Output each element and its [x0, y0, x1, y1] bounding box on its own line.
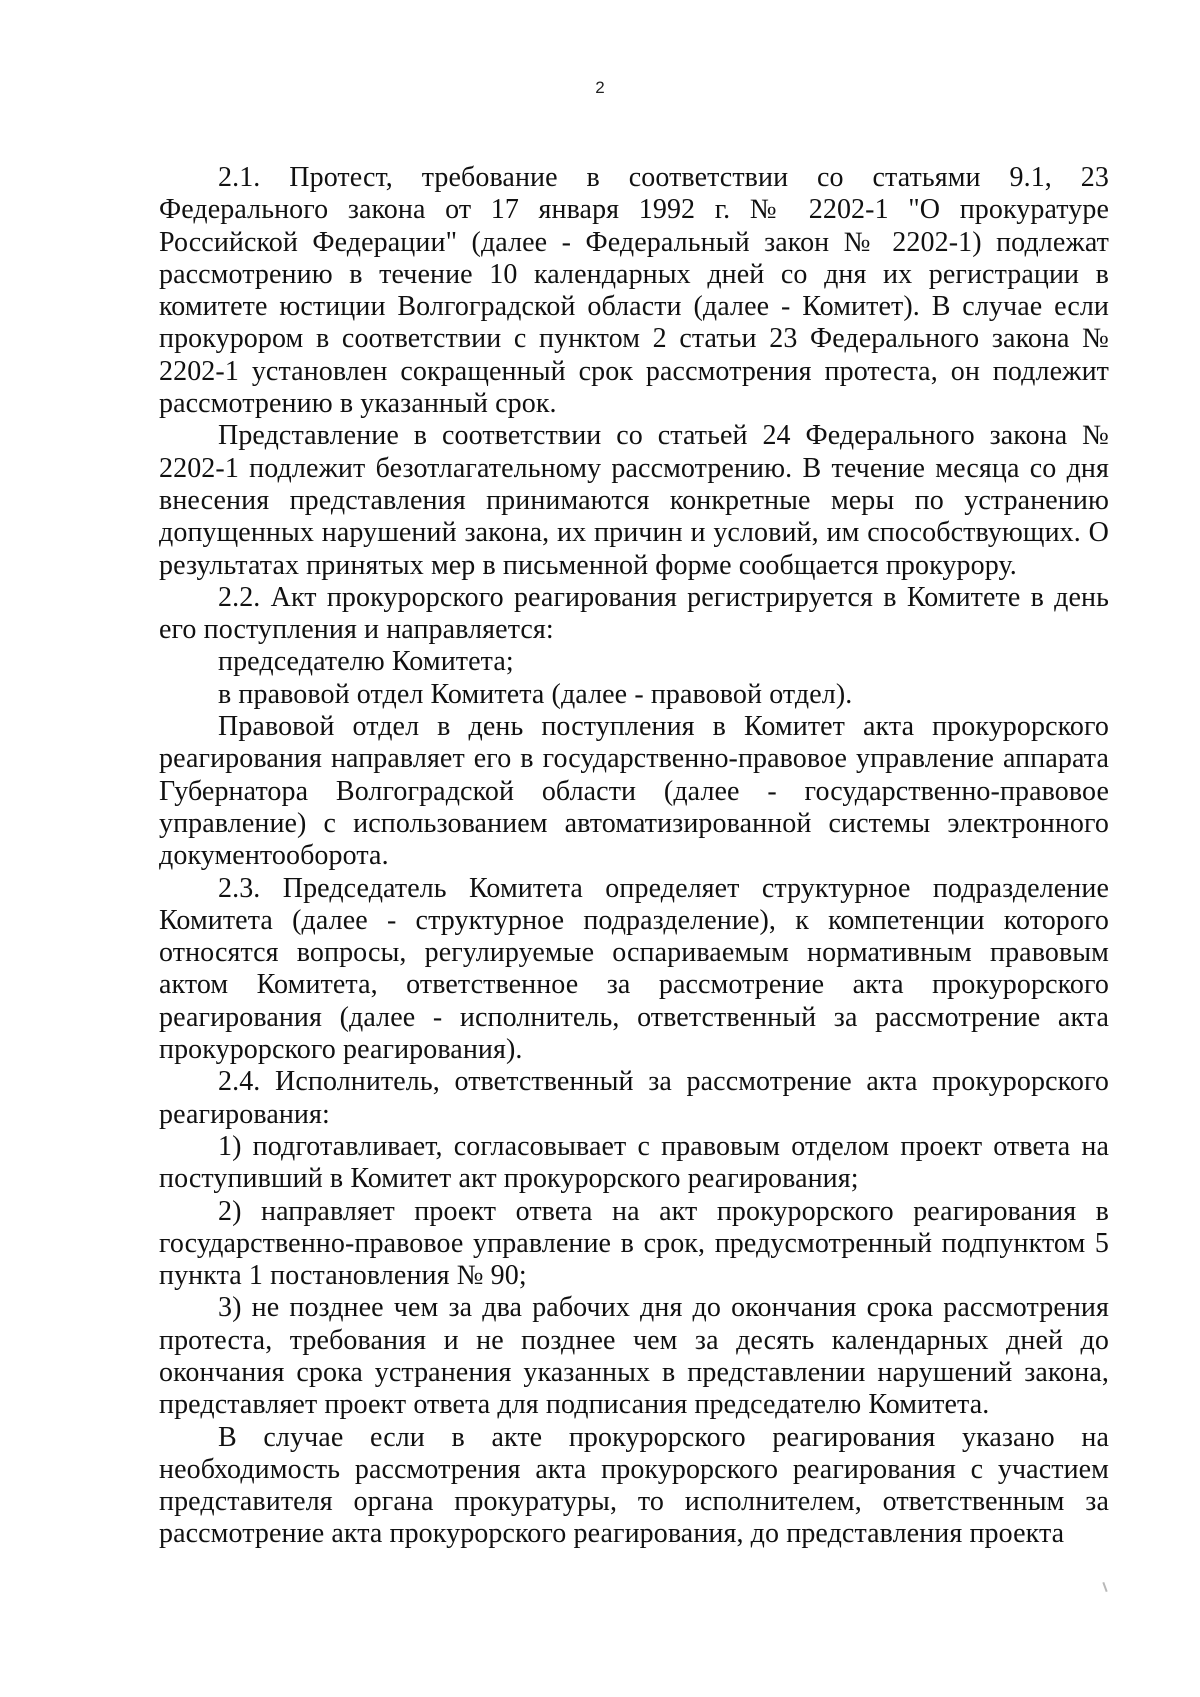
paragraph-2-2-registration: 2.2. Акт прокурорского реагирования регистрируется в Комитете в день его поступления и направляется: — [159, 581, 1109, 646]
paragraph-item-1: 1) подготавливает, согласовывает с правовым отделом проект ответа на поступивший в Комитет акт прокурорского реагирования; — [159, 1130, 1109, 1195]
paragraph-recipient-legal-department: в правовой отдел Комитета (далее - правовой отдел). — [218, 678, 853, 710]
paragraph-item-3: 3) не позднее чем за два рабочих дня до окончания срока рассмотрения протеста, требования и не позднее чем за десять календарных дней до окончания срока устранения указанных в представлении нарушений закона, представляет проект ответа для подписания председателю Комитета. — [159, 1292, 1109, 1421]
paragraph-recipient-chairman: председателю Комитета; — [218, 646, 514, 678]
paragraph-legal-department-forwarding: Правовой отдел в день поступления в Комитет акта прокурорского реагирования направляет его в государственно-правовое управление аппарата Губернатора Волгоградской области (далее - государственно-правовое управление) с использованием автоматизированной системы электронного документооборота. — [159, 711, 1109, 872]
page-number: 2 — [595, 78, 605, 97]
paragraph-2-4-executor: 2.4. Исполнитель, ответственный за рассмотрение акта прокурорского реагирования: — [159, 1066, 1109, 1130]
paragraph-representation: Представление в соответствии со статьей 24 Федерального закона № 2202-1 подлежит безотлагательному рассмотрению. В течение месяца со дня внесения представления принимаются конкретные меры по устранению допущенных нарушений закона, их причин и условий, им способствующих. О результатах принятых мер в письменной форме сообщается прокурору. — [159, 420, 1109, 581]
paragraph-prosecutor-participation: В случае если в акте прокурорского реагирования указано на необходимость рассмотрения акта прокурорского реагирования с участием представителя органа прокуратуры, то исполнителем, ответственным за рассмотрение акта прокурорского реагирования, до представления проекта — [159, 1421, 1109, 1550]
paragraph-2-1-protest: 2.1. Протест, требование в соответствии со статьями 9.1, 23 Федерального закона от 17 января 1992 г. № 2202-1 "О прокуратуре Российской Федерации" (далее - Федеральный закон № 2202-1) подлежат рассмотрению в течение 10 календарных дней со дня их регистрации в комитете юстиции Волгоградской области (далее - Комитет). В случае если прокурором в соответствии с пунктом 2 статьи 23 Федерального закона № 2202-1 установлен сокращенный срок рассмотрения протеста, он подлежит рассмотрению в указанный срок. — [159, 162, 1109, 420]
paragraph-2-3-chairman-assigns: 2.3. Председатель Комитета определяет структурное подразделение Комитета (далее - структурное подразделение), к компетенции которого относятся вопросы, регулируемые оспариваемым нормативным правовым актом Комитета, ответственное за рассмотрение акта прокурорского реагирования (далее - исполнитель, ответственный за рассмотрение акта прокурорского реагирования). — [159, 872, 1109, 1066]
paragraph-item-2: 2) направляет проект ответа на акт прокурорского реагирования в государственно-правовое управление в срок, предусмотренный подпунктом 5 пункта 1 постановления № 90; — [159, 1195, 1109, 1292]
document-body — [159, 162, 1109, 1551]
scan-artifact — [1102, 1582, 1107, 1592]
